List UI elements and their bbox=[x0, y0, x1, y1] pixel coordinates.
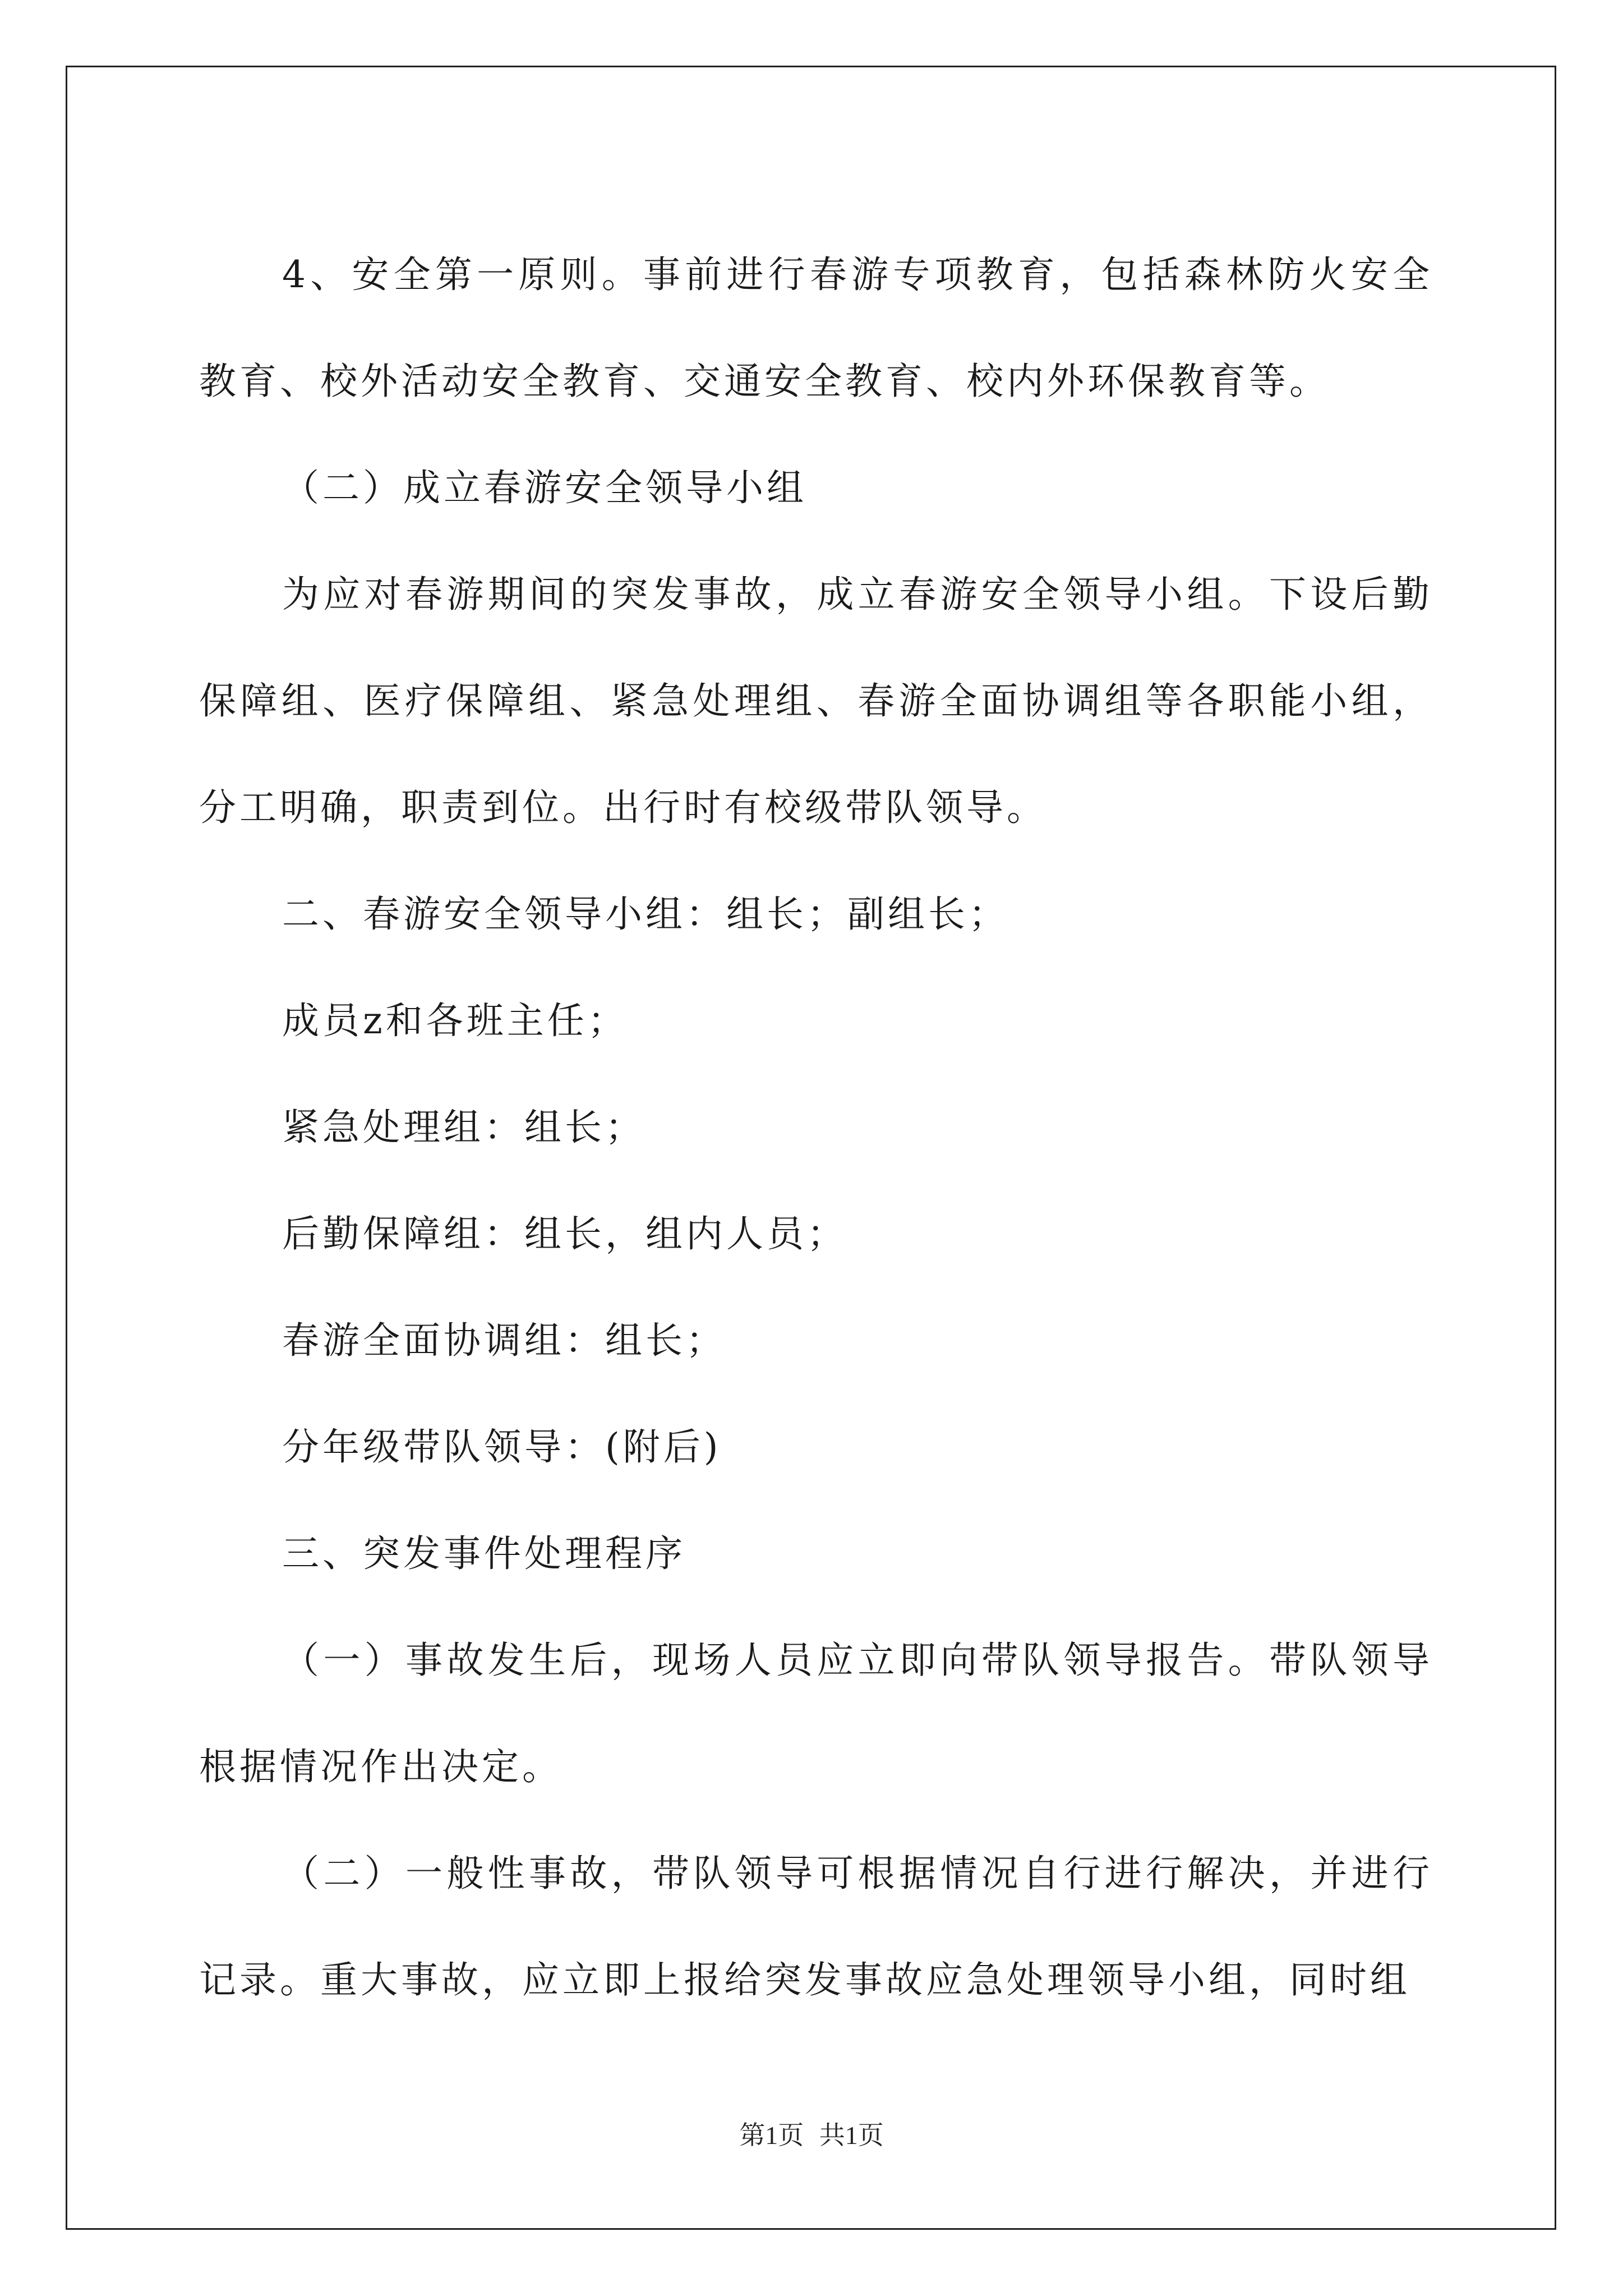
paragraph-grade-leaders: 分年级带队领导：(附后) bbox=[282, 1425, 722, 1469]
paragraph-group-leaders: 二、春游安全领导小组：组长；副组长； bbox=[282, 892, 1009, 936]
page-total: 共1页 bbox=[819, 2121, 884, 2150]
paragraph-procedure-two: （二）一般性事故，带队领导可根据情况自行进行解决，并进行记录。重大事故，应立即上报给突发事故应急处理领导小组，同时组 bbox=[199, 1852, 1433, 2001]
paragraph-coordination-group: 春游全面协调组：组长； bbox=[282, 1319, 726, 1362]
paragraph-leadership-group: 为应对春游期间的突发事故，成立春游安全领导小组。下设后勤保障组、医疗保障组、紧急处理组、春游全面协调组等各职能小组，分工明确，职责到位。出行时有校级带队领导。 bbox=[199, 573, 1433, 829]
paragraph-emergency-group: 紧急处理组：组长； bbox=[282, 1106, 645, 1149]
page-number: 第1页 bbox=[739, 2121, 804, 2150]
document-body bbox=[199, 222, 1433, 2033]
paragraph-members: 成员z和各班主任； bbox=[282, 999, 628, 1042]
paragraph-procedure-one: （一）事故发生后，现场人员应立即向带队领导报告。带队领导根据情况作出决定。 bbox=[199, 1639, 1433, 1788]
heading-leadership-group: （二）成立春游安全领导小组 bbox=[282, 466, 807, 509]
page-footer bbox=[0, 2115, 1623, 2152]
paragraph-logistics-group: 后勤保障组：组长，组内人员； bbox=[282, 1212, 847, 1255]
paragraph-safety-principle: 4、安全第一原则。事前进行春游专项教育，包括森林防火安全教育、校外活动安全教育、交通安全教育、校内外环保教育等。 bbox=[199, 253, 1433, 403]
heading-emergency-procedure: 三、突发事件处理程序 bbox=[282, 1532, 686, 1575]
